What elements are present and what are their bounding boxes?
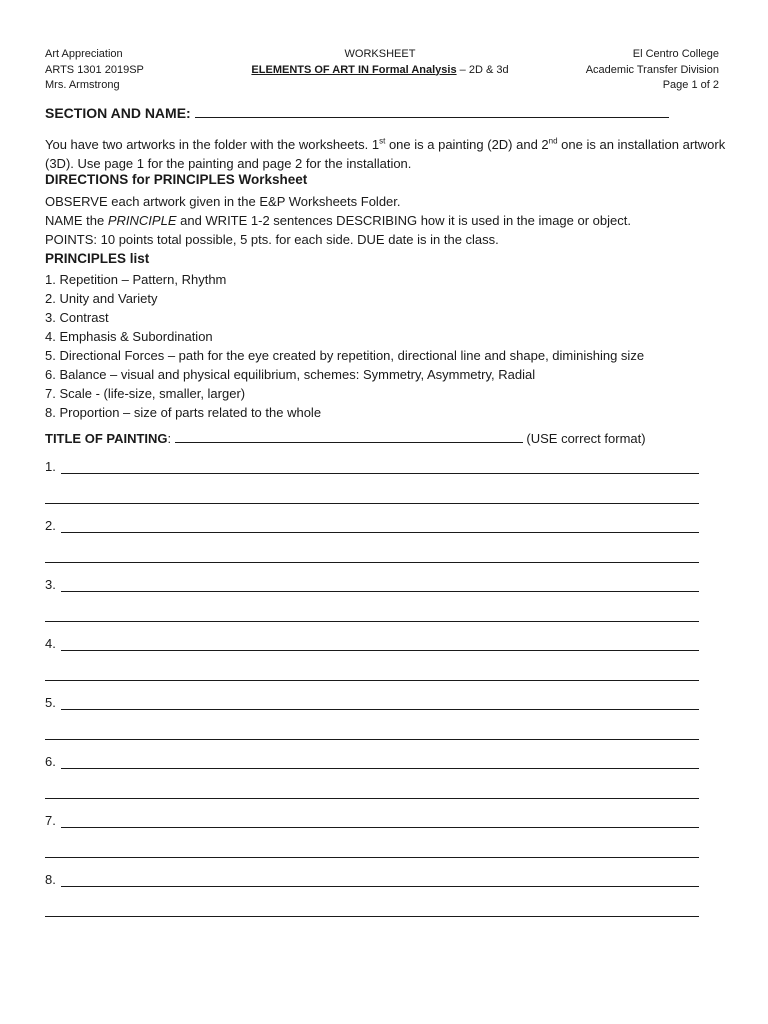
section-and-name-blank[interactable]	[195, 104, 669, 118]
answer-number: 2.	[45, 518, 56, 533]
directions-line-2-emphasis: PRINCIPLE	[107, 213, 177, 228]
title-colon: :	[167, 431, 172, 446]
answer-line[interactable]	[61, 827, 699, 828]
course-code: ARTS 1301 2019SP	[45, 63, 144, 76]
answer-line[interactable]	[45, 798, 699, 799]
intro-text-1: You have two artworks in the folder with the worksheets. 1	[45, 137, 380, 152]
principle-item: 8. Proportion – size of parts related to the whole	[45, 405, 322, 420]
principles-list	[45, 270, 644, 422]
answer-line[interactable]	[45, 562, 699, 563]
directions-heading: DIRECTIONS for PRINCIPLES Worksheet	[45, 172, 308, 187]
answer-number: 7.	[45, 813, 56, 828]
answer-line[interactable]	[45, 503, 699, 504]
answer-number: 3.	[45, 577, 56, 592]
title-of-painting-label: TITLE OF PAINTING	[45, 431, 168, 446]
title-of-painting-blank[interactable]	[175, 429, 523, 443]
course-name: Art Appreciation	[45, 48, 123, 60]
directions-line-2-a: NAME the	[45, 213, 108, 228]
answer-line[interactable]	[45, 857, 699, 858]
principle-item: 3. Contrast	[45, 310, 109, 325]
header-right	[586, 47, 719, 94]
directions-line-2	[45, 211, 631, 230]
intro-paragraph	[45, 135, 735, 173]
directions-line-1: OBSERVE each artwork given in the E&P Worksheets Folder.	[45, 194, 401, 209]
answer-number: 1.	[45, 459, 56, 474]
answer-line[interactable]	[61, 768, 699, 769]
title-of-painting-row	[45, 429, 646, 446]
intro-text-3: one is an installation artwork (3D). Use page 1 for the painting and page 2 for the installation.	[45, 137, 726, 171]
answer-line[interactable]	[45, 739, 699, 740]
section-and-name-row	[45, 104, 669, 121]
section-and-name-label: SECTION AND NAME:	[45, 105, 191, 121]
instructor-name: Mrs. Armstrong	[45, 79, 120, 91]
principle-item: 6. Balance – visual and physical equilibrium, schemes: Symmetry, Asymmetry, Radial	[45, 367, 536, 382]
subtitle-rest: – 2D & 3d	[456, 63, 509, 76]
answer-line[interactable]	[61, 709, 699, 710]
division-name: Academic Transfer Division	[585, 63, 719, 76]
answer-number: 4.	[45, 636, 56, 651]
answer-line[interactable]	[61, 886, 699, 887]
subtitle-bold: ELEMENTS OF ART IN Formal Analysis	[251, 63, 457, 76]
principle-item: 4. Emphasis & Subordination	[45, 329, 213, 344]
intro-sup-1: st	[379, 136, 386, 146]
doc-type: WORKSHEET	[344, 48, 416, 60]
worksheet-subtitle	[230, 63, 530, 79]
intro-text-2: one is a painting (2D) and 2	[385, 137, 549, 152]
answer-line[interactable]	[45, 621, 699, 622]
page-number: Page 1 of 2	[662, 79, 719, 91]
header-center	[230, 47, 530, 78]
answer-line[interactable]	[61, 473, 699, 474]
title-format-note: (USE correct format)	[522, 431, 646, 446]
answer-number: 8.	[45, 872, 56, 887]
principle-item: 5. Directional Forces – path for the eye created by repetition, directional line and shape, diminishing size	[45, 348, 645, 363]
principle-item: 7. Scale - (life-size, smaller, larger)	[45, 386, 246, 401]
answer-line[interactable]	[61, 591, 699, 592]
college-name: El Centro College	[632, 48, 719, 60]
answer-line[interactable]	[45, 916, 699, 917]
directions-line-2-b: and WRITE 1-2 sentences DESCRIBING how it is used in the image or object.	[176, 213, 631, 228]
intro-sup-2: nd	[548, 136, 558, 146]
principle-item: 2. Unity and Variety	[45, 291, 158, 306]
header-left	[45, 47, 144, 94]
principle-item: 1. Repetition – Pattern, Rhythm	[45, 272, 227, 287]
answer-number: 6.	[45, 754, 56, 769]
answer-line[interactable]	[61, 532, 699, 533]
answer-line[interactable]	[45, 680, 699, 681]
principles-heading: PRINCIPLES list	[45, 251, 150, 266]
directions-line-3: POINTS: 10 points total possible, 5 pts. for each side. DUE date is in the class.	[45, 232, 499, 247]
answer-number: 5.	[45, 695, 56, 710]
answer-line[interactable]	[61, 650, 699, 651]
